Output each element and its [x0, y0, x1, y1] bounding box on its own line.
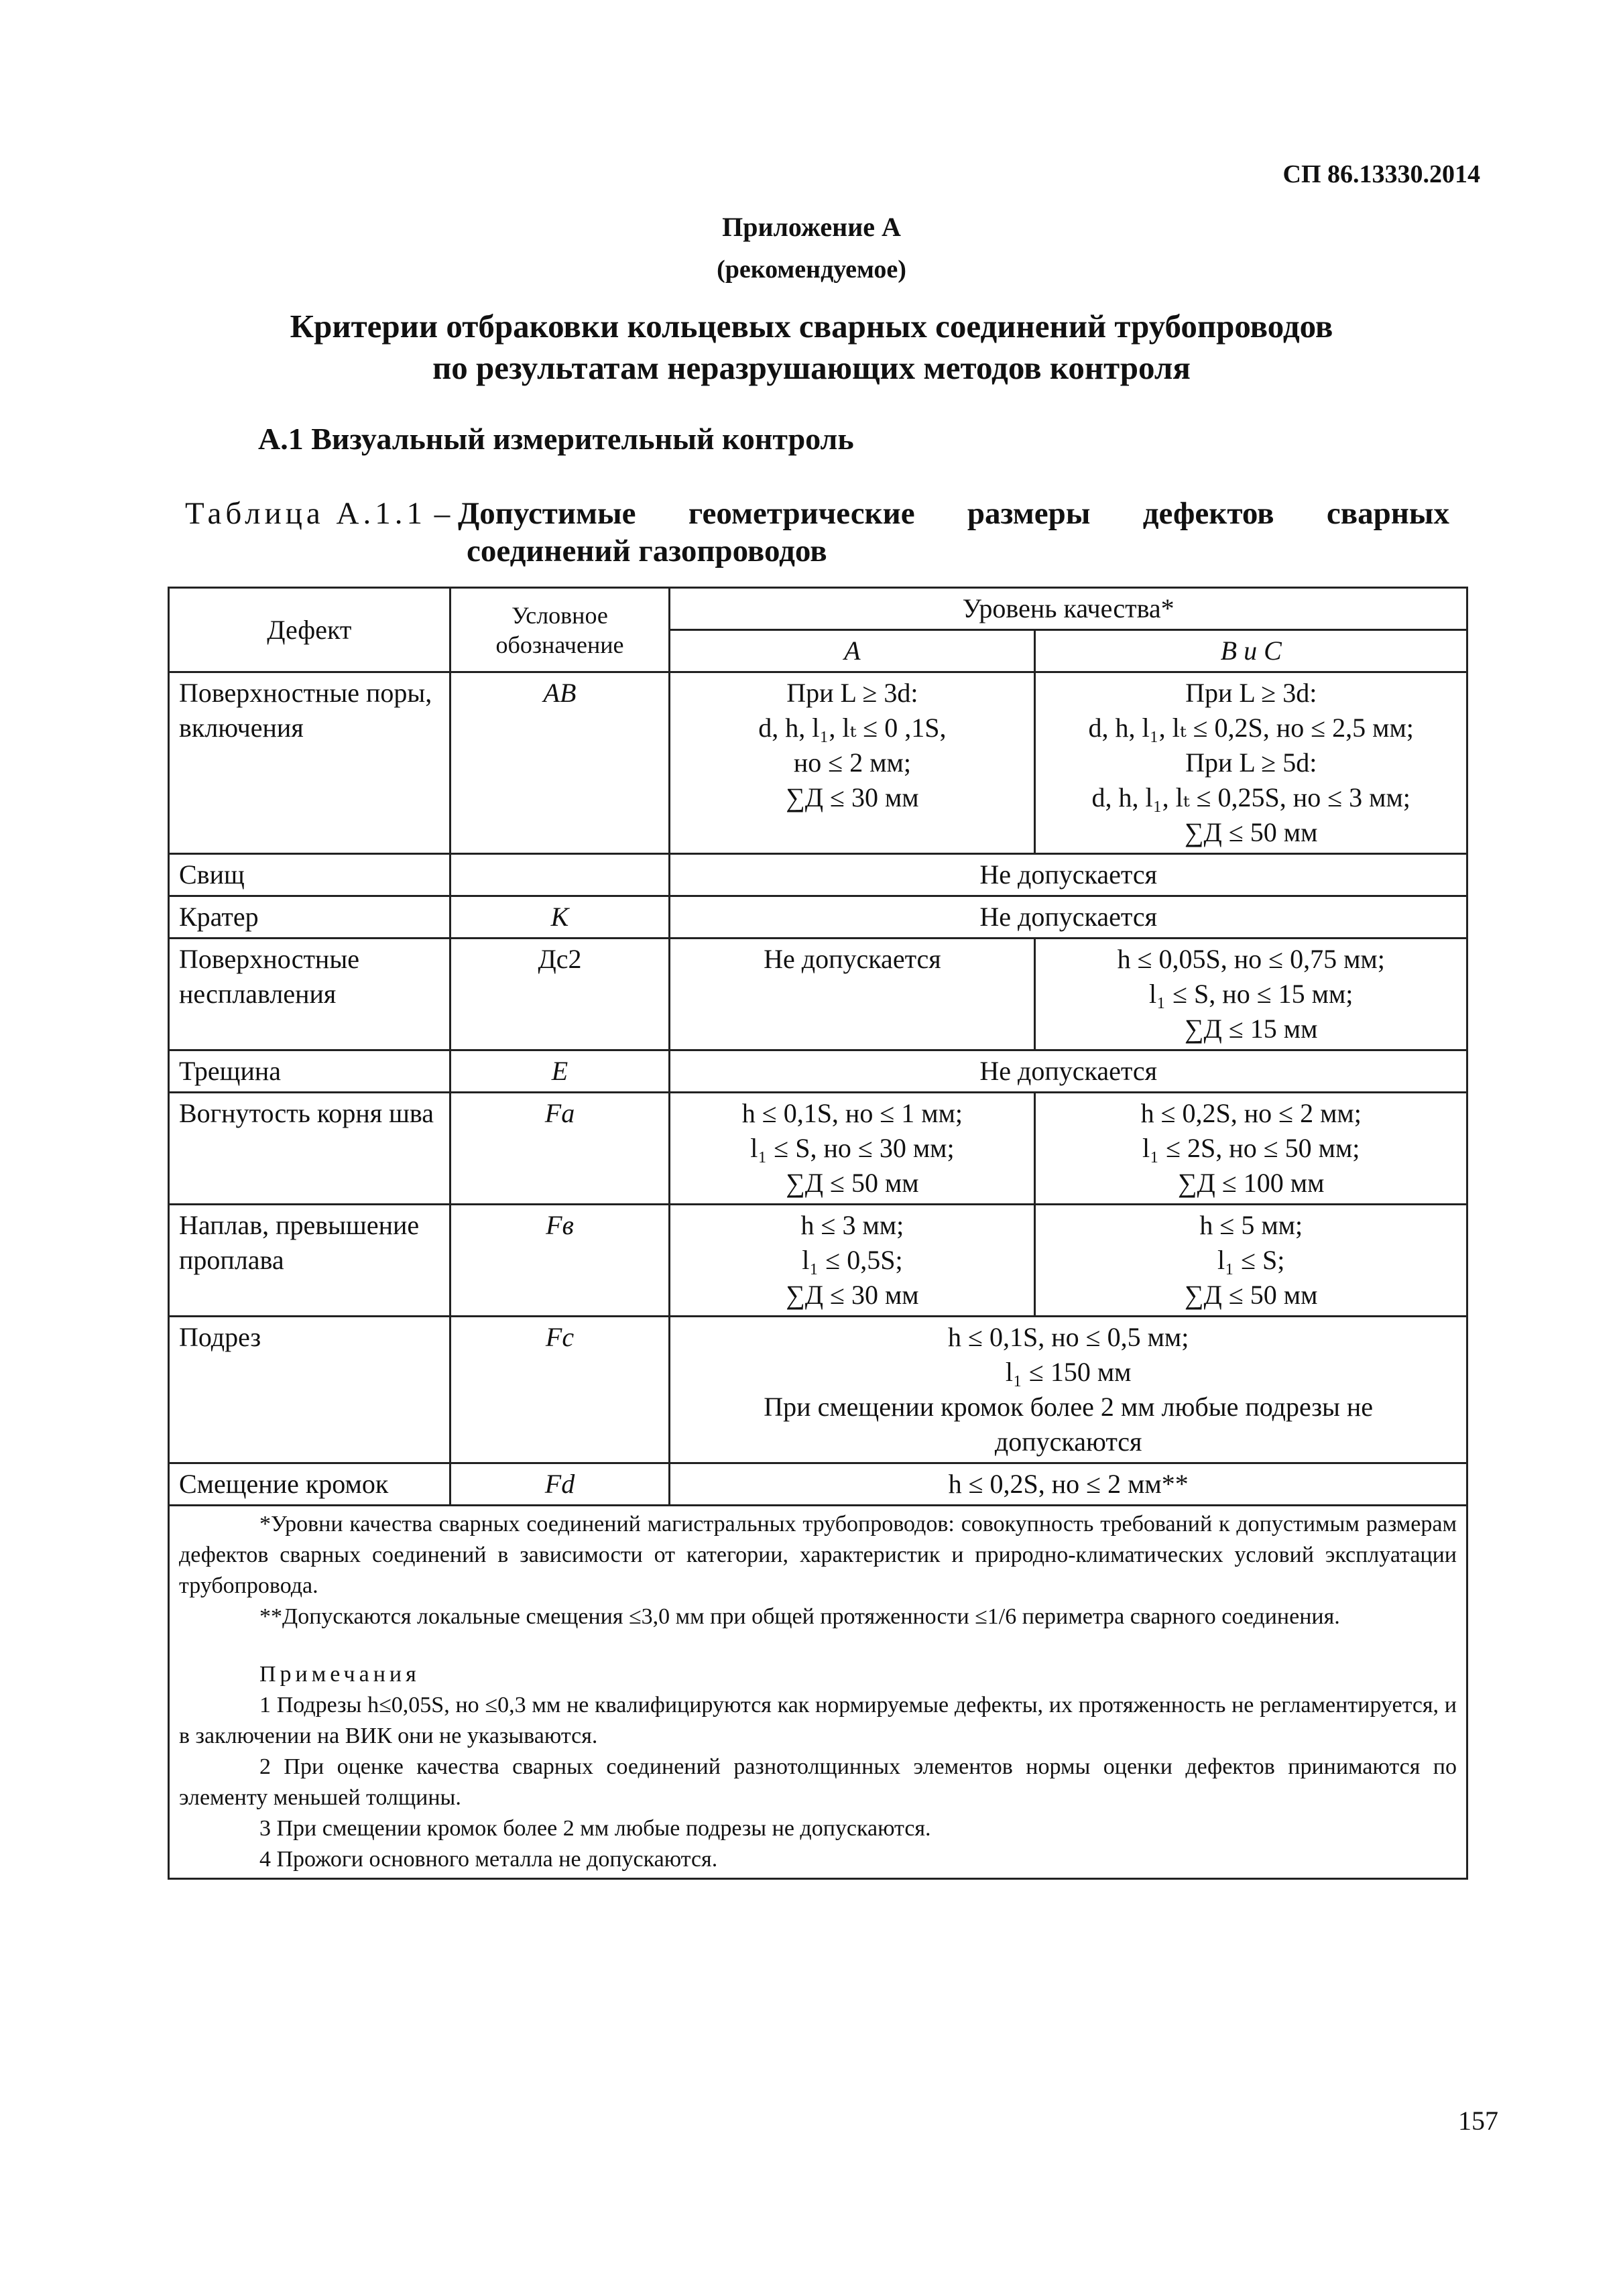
main-title	[0, 306, 1623, 389]
defect-cell: Вогнутость корня шва	[169, 1093, 450, 1205]
code-cell: K	[450, 896, 670, 939]
header-designation-line-2: обозначение	[495, 631, 624, 658]
defect-cell: Поверхностные несплавления	[169, 939, 450, 1050]
level-bc-cell: h ≤ 0,05S, но ≤ 0,75 мм; l₁ ≤ S, но ≤ 15 мм; ∑Д ≤ 15 мм	[1035, 939, 1467, 1050]
page-number: 157	[1458, 2106, 1498, 2136]
table-row	[169, 1205, 1467, 1317]
appendix-subtitle: (рекомендуемое)	[717, 255, 906, 284]
code-cell: Дс2	[450, 939, 670, 1050]
defects-table	[168, 587, 1468, 1880]
table-row	[169, 1050, 1467, 1093]
notes-cell	[169, 1506, 1467, 1879]
code-cell: Fа	[450, 1093, 670, 1205]
merged-cell: h ≤ 0,2S, но ≤ 2 мм**	[670, 1463, 1467, 1506]
note-3: 3 При смещении кромок более 2 мм любые подрезы не допускаются.	[259, 1816, 931, 1841]
code-cell: Fв	[450, 1205, 670, 1317]
level-a-cell: h ≤ 0,1S, но ≤ 1 мм; l₁ ≤ S, но ≤ 30 мм; ∑Д ≤ 50 мм	[670, 1093, 1035, 1205]
header-defect: Дефект	[169, 588, 450, 672]
main-title-line-2: по результатам неразрушающих методов контроля	[432, 349, 1191, 386]
defect-cell: Смещение кромок	[169, 1463, 450, 1506]
merged-cell: Не допускается	[670, 1050, 1467, 1093]
level-bc-cell: При L ≥ 3d: d, h, l₁, lₜ ≤ 0,2S, но ≤ 2,5 мм; При L ≥ 5d: d, h, l₁, lₜ ≤ 0,25S, но ≤ 3 мм; ∑Д ≤ 50 мм	[1035, 672, 1467, 854]
merged-cell: h ≤ 0,1S, но ≤ 0,5 мм; l₁ ≤ 150 мм При смещении кромок более 2 мм любые подрезы не допускаются	[670, 1317, 1467, 1463]
code-cell: Fс	[450, 1317, 670, 1463]
caption-dash: –	[426, 496, 458, 531]
table-caption	[185, 495, 1449, 570]
appendix-title: Приложение А	[722, 212, 901, 242]
table-row	[169, 854, 1467, 896]
caption-word: размеры	[967, 496, 1091, 531]
defect-cell: Кратер	[169, 896, 450, 939]
code-cell: АВ	[450, 672, 670, 854]
notes-title: Примечания	[259, 1662, 420, 1687]
caption-word: дефектов	[1142, 496, 1274, 531]
level-a-cell: h ≤ 3 мм; l₁ ≤ 0,5S; ∑Д ≤ 30 мм	[670, 1205, 1035, 1317]
header-designation	[450, 588, 670, 672]
note-1: 1 Подрезы h≤0,05S, но ≤0,3 мм не квалифицируются как нормируемые дефекты, их протяженность не регламентируется, и в заключении на ВИК они не указываются.	[179, 1693, 1457, 1748]
header-level-bc: В и С	[1035, 630, 1467, 672]
table-row	[169, 939, 1467, 1050]
section-title: А.1 Визуальный измерительный контроль	[258, 422, 854, 456]
caption-line-2: соединений газопроводов	[467, 534, 827, 568]
header-level-a: А	[670, 630, 1035, 672]
document-code: СП 86.13330.2014	[1282, 160, 1480, 188]
table-row	[169, 672, 1467, 854]
header-row-1	[169, 588, 1467, 630]
caption-label-group	[185, 495, 636, 532]
code-cell: Fd	[450, 1463, 670, 1506]
level-a-cell: Не допускается	[670, 939, 1035, 1050]
defect-cell: Трещина	[169, 1050, 450, 1093]
notes-row	[169, 1506, 1467, 1879]
table-row	[169, 896, 1467, 939]
table-row	[169, 1463, 1467, 1506]
defect-cell: Свищ	[169, 854, 450, 896]
main-title-line-1: Критерии отбраковки кольцевых сварных соединений трубопроводов	[290, 308, 1333, 345]
defect-cell: Поверхностные поры, включения	[169, 672, 450, 854]
table-row	[169, 1317, 1467, 1463]
level-bc-cell: h ≤ 5 мм; l₁ ≤ S; ∑Д ≤ 50 мм	[1035, 1205, 1467, 1317]
header-quality-level: Уровень качества*	[670, 588, 1467, 630]
defect-cell: Наплав, превышение проплава	[169, 1205, 450, 1317]
caption-word: геометрические	[688, 496, 915, 531]
level-bc-cell: h ≤ 0,2S, но ≤ 2 мм; l₁ ≤ 2S, но ≤ 50 мм; ∑Д ≤ 100 мм	[1035, 1093, 1467, 1205]
merged-cell: Не допускается	[670, 854, 1467, 896]
footnote-2: **Допускаются локальные смещения ≤3,0 мм при общей протяженности ≤1/6 периметра сварного соединения.	[259, 1604, 1340, 1629]
defect-cell: Подрез	[169, 1317, 450, 1463]
caption-label: Таблица А.1.1	[185, 496, 426, 531]
footnote-1: *Уровни качества сварных соединений магистральных трубопроводов: совокупность требований к допустимым размерам дефектов сварных соединений в зависимости от категории, характеристик и природно-климатических условий эксплуатации трубопровода.	[179, 1512, 1457, 1598]
note-2: 2 При оценке качества сварных соединений разнотолщинных элементов нормы оценки дефектов принимаются по элементу меньшей толщины.	[179, 1754, 1457, 1810]
caption-word: Допустимые	[457, 496, 636, 531]
code-cell: E	[450, 1050, 670, 1093]
code-cell	[450, 854, 670, 896]
header-designation-line-1: Условное	[512, 601, 608, 629]
note-4: 4 Прожоги основного металла не допускаются.	[259, 1847, 718, 1872]
caption-word: сварных	[1326, 496, 1449, 531]
table-row	[169, 1093, 1467, 1205]
merged-cell: Не допускается	[670, 896, 1467, 939]
level-a-cell: При L ≥ 3d: d, h, l₁, lₜ ≤ 0 ,1S, но ≤ 2 мм; ∑Д ≤ 30 мм	[670, 672, 1035, 854]
